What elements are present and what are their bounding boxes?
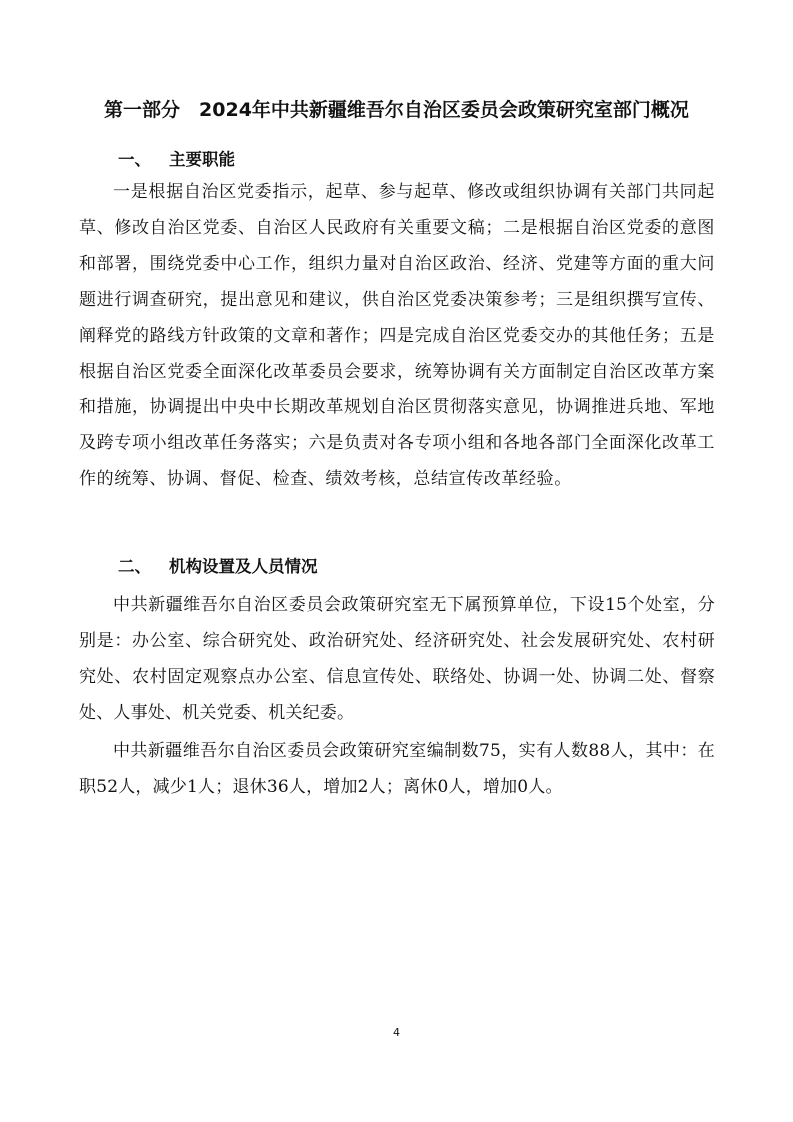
section-heading-organization [118, 553, 318, 581]
paragraph-departments: 中共新疆维吾尔自治区委员会政策研究室无下属预算单位，下设15个处室，分别是：办公室、综合研究处、政治研究处、经济研究处、社会发展研究处、农村研究处、农村固定观察点办公室、信息宣传处、联络处、协调一处、协调二处、督察处、人事处、机关党委、机关纪委。 [79, 595, 715, 723]
section-number: 二、 [118, 557, 151, 576]
section-heading-text: 主要职能 [169, 150, 235, 169]
section-heading-functions [118, 146, 235, 174]
page-title: 第一部分 2024年中共新疆维吾尔自治区委员会政策研究室部门概况 [104, 99, 689, 121]
page-number: 4 [393, 1026, 400, 1039]
paragraph-staffing: 中共新疆维吾尔自治区委员会政策研究室编制数75，实有人数88人，其中：在职52人，减少1人；退休36人，增加2人；离休0人，增加0人。 [79, 741, 715, 797]
section-heading-text: 机构设置及人员情况 [169, 557, 318, 576]
section-number: 一、 [118, 150, 151, 169]
paragraph-functions: 一是根据自治区党委指示，起草、参与起草、修改或组织协调有关部门共同起草、修改自治区党委、自治区人民政府有关重要文稿；二是根据自治区党委的意图和部署，围绕党委中心工作，组织力量对自治区政治、经济、党建等方面的重大问题进行调查研究，提出意见和建议，供自治区党委决策参考；三是组织撰写宣传、阐释党的路线方针政策的文章和著作；四是完成自治区党委交办的其他任务；五是根据自治区党委全面深化改革委员会要求，统筹协调有关方面制定自治区改革方案和措施，协调提出中央中长期改革规划自治区贯彻落实意见，协调推进兵地、军地及跨专项小组改革任务落实；六是负责对各专项小组和各地各部门全面深化改革工作的统筹、协调、督促、检查、绩效考核，总结宣传改革经验。 [79, 182, 715, 490]
